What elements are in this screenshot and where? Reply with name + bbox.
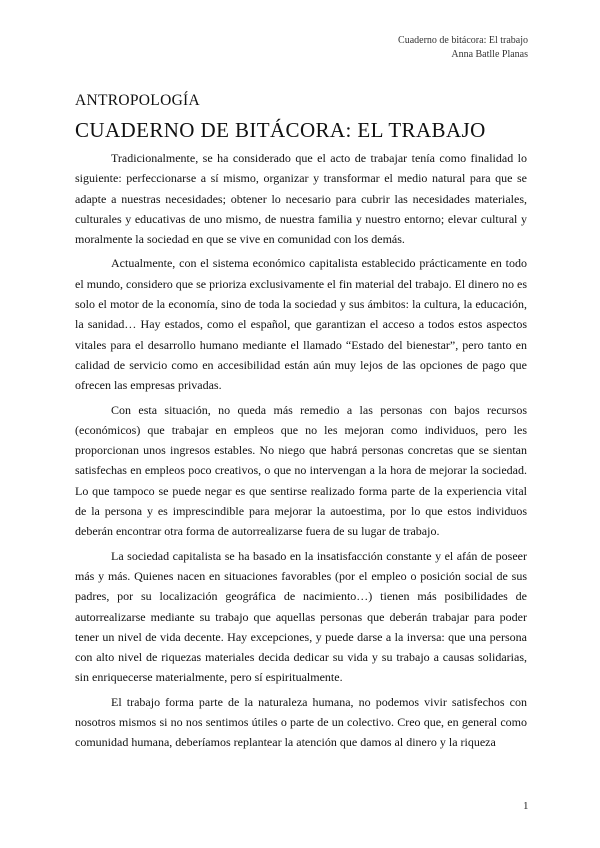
- header-title: Cuaderno de bitácora: El trabajo: [398, 35, 528, 46]
- body-text: [75, 148, 527, 757]
- paragraph-3: Con esta situación, no queda más remedio a las personas con bajos recursos (económicos) que trabajar en empleos que no les mejoran como individuos, pero les proporcionan unos ingresos estables. No niego que habrá personas concretas que se sientan satisfechas en empleos poco creativos, o que no intervengan a la hora de mejorar la sociedad. Lo que tampoco se puede negar es que sentirse realizado forma parte de la experiencia vital de la persona y es imprescindible para mejorar la autoestima, por lo que estos individuos deberán encontrar otra forma de autorrealizarse fuera de su lugar de trabajo.: [75, 402, 527, 539]
- paragraph-1: Tradicionalmente, se ha considerado que el acto de trabajar tenía como finalidad lo siguiente: perfeccionarse a sí mismo, organizar y transformar el medio natural para que se adapte a nuestras necesidades; obtener lo necesario para cubrir las necesidades materiales, culturales y educativas de uno mismo, de nuestra familia y nuestro entorno; elevar cultural y moralmente la sociedad en que se vive en comunidad con los demás.: [75, 151, 527, 247]
- paragraph-5: El trabajo forma parte de la naturaleza humana, no podemos vivir satisfechos con nosotros mismos si no nos sentimos útiles o parte de un colectivo. Creo que, en general como comunidad humana, deberíamos replantear la atención que damos al dinero y la riqueza: [75, 694, 527, 750]
- running-header: [398, 34, 528, 62]
- page-title: CUADERNO DE BITÁCORA: EL TRABAJO: [75, 118, 486, 142]
- header-author: Anna Batlle Planas: [451, 49, 528, 60]
- paragraph-2: Actualmente, con el sistema económico capitalista establecido prácticamente en todo el mundo, considero que se prioriza exclusivamente el fin material del trabajo. El dinero no es solo el motor de la economía, sino de toda la sociedad y sus ámbitos: la cultura, la educación, la sanidad… Hay estados, como el español, que garantizan el acceso a todos estos aspectos vitales para el desarrollo humano mediante el llamado “Estado del bienestar”, pero tanto en calidad de servicio como en accesibilidad están aún muy lejos de las opciones de pago que ofrecen las empresas privadas.: [75, 256, 527, 393]
- page-number: 1: [523, 800, 529, 812]
- subject-heading: ANTROPOLOGÍA: [75, 92, 201, 109]
- paragraph-4: La sociedad capitalista se ha basado en la insatisfacción constante y el afán de poseer más y más. Quienes nacen en situaciones favorables (por el empleo o posición social de sus padres, por su localización geográfica de nacimiento…) tienen más posibilidades de autorrealizarse mediante su trabajo que aquellas personas que deberán trabajar para poder tener un nivel de vida decente. Hay excepciones, y puede darse a la inversa: que una persona con alto nivel de riquezas materiales decida dedicar su vida y su trabajo a causas solidarias, sin enriquecerse materialmente, pero sí espiritualmente.: [75, 548, 527, 685]
